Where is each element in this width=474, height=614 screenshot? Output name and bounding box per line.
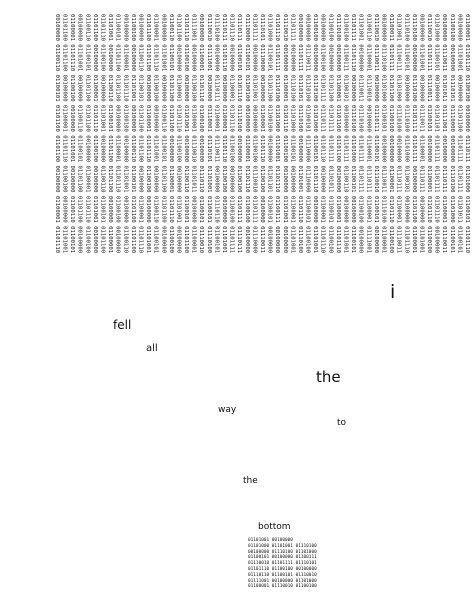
- binary-line: 01100100 00100000 01101100 01101111 01101111 01101011 01100101 01100100: [327, 14, 334, 254]
- binary-line: 01100100 00100000 01110100 01101000 01100101 01101110 00100000 01101001: [312, 14, 319, 254]
- binary-line: 01111001 00100000 01100100 01100001 01110010 01101011 00100000 01100001: [190, 14, 197, 254]
- binary-footer-line: 01111001 00100000 01101000: [248, 578, 317, 584]
- binary-line: 01110010 01111001 00100000 01110001 01110101 01101001 01100101 01110100: [205, 14, 212, 254]
- binary-line: 01110100 00100000 01100001 01101100 01101100 00100000 01100001 01101110: [334, 14, 341, 254]
- binary-line: 01101000 01100101 00100000 01101101 01101111 01101111 01101110 00100000: [433, 14, 440, 254]
- binary-line: 00100000 01100110 01100101 01101100 01101100 00100000 01100001 01101110: [53, 14, 60, 254]
- binary-line: 01110101 01110000 00100000 01100001 01101110 01100100 00100000 01110011: [258, 14, 265, 254]
- binary-line: 01110100 00100000 01110100 01101111 01101111 00100000 01101100 01100001: [410, 14, 417, 254]
- binary-line: 01101111 00100000 01110100 01101000 01100101 00100000 01100001 01101001: [289, 14, 296, 254]
- binary-footer-block: [248, 538, 317, 590]
- binary-line: 01101001 01100111 01101000 01110100 00100000 01110111 01100001 01110011: [395, 14, 402, 254]
- binary-line: 01100100 01100111 01100101 00100000 01101111 01100110 00100000 01101001: [342, 14, 349, 254]
- binary-line: 01101100 01101100 00100000 01100001 01101110 01100100 00100000 01101001: [61, 14, 68, 254]
- binary-footer-line: 01101001 00100000: [248, 538, 293, 543]
- binary-line: 00100000 01110011 01110100 01100101 01110000 01110000 01100101 01100100: [304, 14, 311, 254]
- binary-line: 00100000 01101001 00100000 01100110 01100101 01101100 01101100 00100000: [76, 14, 83, 254]
- binary-footer-line: 01101110 01100100 00100000: [248, 566, 317, 572]
- binary-line: 01101110 00100000 01100001 01101110 01100100 00100000 01100100 01101111: [228, 14, 235, 254]
- word-the-first: the: [316, 368, 341, 386]
- binary-line: 01110010 00100000 01100001 01101110 01100100 00100000 01101001 00100000: [281, 14, 288, 254]
- binary-footer-line: 01110110 01100101 01110010: [248, 572, 317, 578]
- binary-line: 00100000 01110100 01101000 01100101 00100000 01110011 01110100 01100001: [380, 14, 387, 254]
- word-i: i: [390, 281, 396, 303]
- word-the-second: the: [243, 476, 258, 486]
- binary-footer-line: 01100001 01110010 01100100: [248, 584, 317, 590]
- binary-line: 01101100 01101100 00100000 01100001 01101110 01100100 00100000 01101001: [145, 14, 152, 254]
- binary-line: 00100000 01100110 01100101 01101100 01101100 00100000 01100001 01101110: [137, 14, 144, 254]
- binary-line: 01100110 01100001 01110010 00100000 01100001 01110111 01100001 01111001: [365, 14, 372, 254]
- binary-line: 01110111 01101110 00100000 01100001 01101110 01100100 00100000 01101001: [221, 14, 227, 254]
- binary-line: 00100000 01100100 01101111 01110111 01101110 00100000 01100001 01101110: [319, 14, 326, 254]
- binary-line: 01110000 01100101 01100100 00100000 01100001 01101110 01100100 00100000: [243, 14, 250, 254]
- binary-line: 00100000 01100001 01101110 01100100 00100000 01101001 00100000 01100110: [122, 14, 129, 254]
- binary-line: 00100000 01101001 00100000 01101100 01101111 01101111 01101011 01100101: [456, 14, 463, 254]
- binary-footer-line: 00100000 01110100 01101000: [248, 549, 317, 555]
- binary-line: 01101000 01100101 01101100 01100100 00100000 01101101 01100101 00100000: [266, 14, 273, 254]
- binary-line: 01110100 01100101 00100000 01110100 01101000 01100101 00100000 01101110: [403, 14, 410, 254]
- binary-line: 01101110 01100100 00100000 01101001 00100000 01100110 01100101 01101100: [99, 14, 106, 254]
- binary-footer-line: 01110010 01101111 01110101: [248, 561, 317, 567]
- binary-line: 01101100 00100000 01100001 01101110 01100100 00100000 01101001 00100000: [175, 14, 182, 254]
- binary-line: 01100001 01101110 01100100 00100000 01101001 00100000 01100110 01100101: [69, 14, 76, 254]
- binary-line: 01100110 01100101 01101100 01101100 00100000 01100001 01101110 01100100: [84, 14, 91, 254]
- binary-line: 01110111 01100101 01101110 01110100 00100000 01100100 01101111 01110111: [236, 14, 243, 254]
- binary-line: 01110010 01101111 01110011 01100101 00100000 01100001 01101110 01100100: [426, 14, 433, 254]
- binary-text-block: [30, 14, 470, 254]
- binary-line: 00100000 01101001 00100000 01100110 01100101 01101100 01101100 00100000: [160, 14, 167, 254]
- binary-line: 01100110 01100101 01101100 01101100 00100000 01100001 01101110 01100100: [167, 14, 174, 254]
- binary-line: 00100000 01100001 01101110 01100100 00100000 01110110 01100101 01110010: [198, 14, 205, 254]
- binary-line: 01100001 01101110 01100100 00100000 01101001 00100000 01100110 01100101: [152, 14, 159, 254]
- word-bottom: bottom: [258, 522, 291, 532]
- binary-line: 01100100 00100000 01101001 00100000 01100110 01100101 01101100 01101100: [129, 14, 136, 254]
- word-way: way: [218, 405, 237, 415]
- binary-line: 01101110 01101111 01110100 01101000 01101001 01101110 01100111 00100000: [274, 14, 281, 254]
- binary-footer-line: 01100101 00100000 01100111: [248, 555, 317, 561]
- binary-line: 01110010 01110011 00100000 01110111 01100101 01110010 01100101 00100000: [372, 14, 379, 254]
- binary-line: 01101100 00100000 01100001 01101110 01100100 00100000 01101001 00100000: [91, 14, 98, 254]
- binary-line: 01101001 00100000 01100110 01100101 01101100 01101100 00100000 01100001: [107, 14, 114, 254]
- binary-line: 00100000 01110011 01101011 01111001 00100000 01110111 01100001 01110011: [441, 14, 448, 254]
- binary-line: 01100101 01101100 01101100 00100000 01100001 01101110 01100100 00100000: [114, 14, 121, 254]
- binary-line: 01101111 00100000 01101001 00100000 01100100 01110010 01101111 01110000: [251, 14, 258, 254]
- binary-line: 00100000 01101111 01110101 01110100 00100000 01101001 01101110 01110100: [296, 14, 303, 254]
- binary-footer-line: 01101000 01101001 01110100: [248, 543, 317, 549]
- word-to: to: [337, 418, 347, 428]
- binary-line: 00100000 01101001 00100000 01110011 01100001 01110111 00100000 01101001: [418, 14, 425, 254]
- binary-line: 01110100 00100000 01110111 01100001 01110011 00100000 01110110 01100101: [213, 14, 220, 254]
- word-all: all: [146, 343, 158, 354]
- binary-line: 01101001 00100000 01110011 01110100 01101111 01101111 01100100 00100000: [357, 14, 364, 254]
- binary-line: 01100100 00100000 01110101 01110000 00100000 01110100 01101000 01100101: [448, 14, 455, 254]
- binary-line: 01101110 01100100 00100000 01101001 00100000 01100110 01100101 01101100: [183, 14, 190, 254]
- binary-line: 01101111 01101110 00100000 01110100 01101000 01100101 00100000 01100101: [350, 14, 357, 254]
- word-fell: fell: [113, 318, 132, 332]
- binary-line: 01100001 01101110 01100100 00100000 01110111 01101000 01100101 01101110: [464, 14, 470, 254]
- binary-line: 01100011 01101111 01101100 01100100 00100000 01100001 01101110 01100100: [388, 14, 395, 254]
